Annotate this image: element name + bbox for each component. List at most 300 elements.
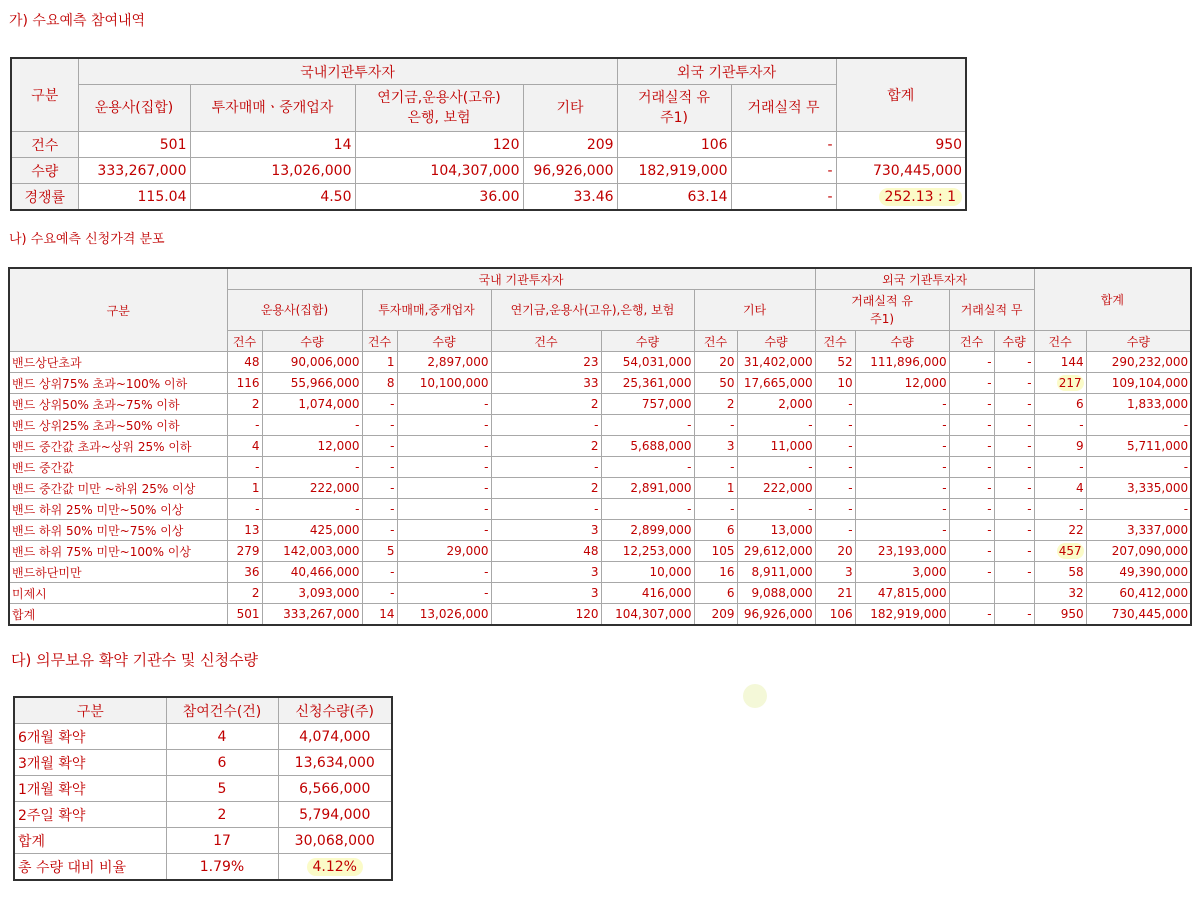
row-label: 2주일 확약 bbox=[14, 802, 166, 828]
table-cell: - bbox=[737, 499, 815, 520]
header-count: 건수 bbox=[227, 331, 262, 352]
table-row bbox=[9, 394, 1191, 415]
table-cell: - bbox=[949, 562, 994, 583]
highlight-dot bbox=[743, 684, 767, 708]
table-cell: 333,267,000 bbox=[262, 604, 362, 626]
header-sub: 기타 bbox=[523, 85, 617, 132]
table-cell: 23,193,000 bbox=[855, 541, 949, 562]
table-cell: - bbox=[855, 520, 949, 541]
table-cell: - bbox=[731, 184, 836, 211]
table-cell: - bbox=[855, 415, 949, 436]
count-cell: 17 bbox=[166, 828, 278, 854]
table-cell: - bbox=[397, 520, 491, 541]
table-cell: 40,466,000 bbox=[262, 562, 362, 583]
row-label: 밴드 하위 25% 미만~50% 이상 bbox=[9, 499, 227, 520]
table-cell: 115.04 bbox=[78, 184, 190, 211]
table-cell: - bbox=[397, 583, 491, 604]
table-cell: 1,074,000 bbox=[262, 394, 362, 415]
table-cell: 49,390,000 bbox=[1086, 562, 1191, 583]
table-cell: 48 bbox=[227, 352, 262, 373]
header-sub: 거래실적 유 주1) bbox=[617, 85, 731, 132]
row-label: 합계 bbox=[9, 604, 227, 626]
table-cell bbox=[1034, 541, 1086, 562]
table-cell: 222,000 bbox=[737, 478, 815, 499]
table-cell: 3,000 bbox=[855, 562, 949, 583]
table-cell: 3,337,000 bbox=[1086, 520, 1191, 541]
table-cell: 950 bbox=[836, 132, 966, 158]
table-cell: - bbox=[362, 562, 397, 583]
table-cell: 3,335,000 bbox=[1086, 478, 1191, 499]
table-cell: 2,891,000 bbox=[601, 478, 694, 499]
table-cell: 111,896,000 bbox=[855, 352, 949, 373]
table-cell: 12,253,000 bbox=[601, 541, 694, 562]
table-cell: - bbox=[601, 499, 694, 520]
table-cell: 50 bbox=[694, 373, 737, 394]
table-cell: - bbox=[1086, 457, 1191, 478]
row-label: 밴드 하위 50% 미만~75% 이상 bbox=[9, 520, 227, 541]
table-cell: 33 bbox=[491, 373, 601, 394]
table-cell: - bbox=[949, 478, 994, 499]
table-cell: 1 bbox=[227, 478, 262, 499]
row-label: 3개월 확약 bbox=[14, 750, 166, 776]
table-cell: 52 bbox=[815, 352, 855, 373]
table-cell: 279 bbox=[227, 541, 262, 562]
table-cell: 23 bbox=[491, 352, 601, 373]
table-cell: - bbox=[949, 373, 994, 394]
table-cell: - bbox=[362, 499, 397, 520]
table-cell: - bbox=[491, 499, 601, 520]
table-row bbox=[9, 352, 1191, 373]
table-row bbox=[9, 415, 1191, 436]
table-cell: 13,000 bbox=[737, 520, 815, 541]
table-cell: - bbox=[737, 457, 815, 478]
table-cell: - bbox=[815, 499, 855, 520]
row-label: 총 수량 대비 비율 bbox=[14, 854, 166, 881]
table-row bbox=[14, 802, 392, 828]
table-cell: 6 bbox=[694, 520, 737, 541]
table-cell: 2 bbox=[694, 394, 737, 415]
header-count: 건수 bbox=[1034, 331, 1086, 352]
table-cell: - bbox=[362, 436, 397, 457]
table-cell: 60,412,000 bbox=[1086, 583, 1191, 604]
table-cell: 425,000 bbox=[262, 520, 362, 541]
table-cell bbox=[994, 583, 1034, 604]
table-cell: - bbox=[731, 132, 836, 158]
row-label: 6개월 확약 bbox=[14, 724, 166, 750]
header-count: 참여건수(건) bbox=[166, 697, 278, 724]
table-row bbox=[9, 541, 1191, 562]
table-cell: 109,104,000 bbox=[1086, 373, 1191, 394]
table-cell: - bbox=[262, 457, 362, 478]
price-distribution-table bbox=[8, 267, 1192, 626]
table-cell: 144 bbox=[1034, 352, 1086, 373]
table-cell: 182,919,000 bbox=[855, 604, 949, 626]
table-cell: - bbox=[994, 520, 1034, 541]
table-cell: 12,000 bbox=[262, 436, 362, 457]
table-cell: 20 bbox=[815, 541, 855, 562]
table-cell: - bbox=[815, 415, 855, 436]
table-cell: - bbox=[949, 604, 994, 626]
table-cell: 54,031,000 bbox=[601, 352, 694, 373]
table-cell: - bbox=[601, 457, 694, 478]
header-domestic: 국내 기관투자자 bbox=[227, 268, 815, 290]
table-cell: - bbox=[262, 415, 362, 436]
table-cell: 104,307,000 bbox=[355, 158, 523, 184]
table-cell: - bbox=[694, 415, 737, 436]
table-row bbox=[14, 750, 392, 776]
table-row bbox=[9, 373, 1191, 394]
table-cell: - bbox=[397, 394, 491, 415]
highlighted-value: 217 bbox=[1058, 376, 1082, 390]
header-qty: 수량 bbox=[397, 331, 491, 352]
table-cell: - bbox=[397, 457, 491, 478]
table-cell: 209 bbox=[694, 604, 737, 626]
row-label: 건수 bbox=[11, 132, 78, 158]
table-row bbox=[9, 562, 1191, 583]
header-total: 합계 bbox=[836, 58, 966, 132]
table-cell: - bbox=[815, 478, 855, 499]
table-cell: 47,815,000 bbox=[855, 583, 949, 604]
table-cell: 4 bbox=[227, 436, 262, 457]
row-label: 1개월 확약 bbox=[14, 776, 166, 802]
header-count: 건수 bbox=[949, 331, 994, 352]
table-row bbox=[9, 499, 1191, 520]
table-cell: - bbox=[362, 457, 397, 478]
table-cell: 105 bbox=[694, 541, 737, 562]
table-cell bbox=[949, 583, 994, 604]
table-cell: - bbox=[855, 457, 949, 478]
header-sub: 거래실적 유 주1) bbox=[815, 290, 949, 331]
table-row bbox=[9, 478, 1191, 499]
row-label: 수량 bbox=[11, 158, 78, 184]
count-cell: 4 bbox=[166, 724, 278, 750]
table-row bbox=[11, 184, 966, 211]
count-cell: 2 bbox=[166, 802, 278, 828]
row-label: 합계 bbox=[14, 828, 166, 854]
table-cell: 9 bbox=[1034, 436, 1086, 457]
table-cell: - bbox=[1086, 499, 1191, 520]
row-label: 밴드 하위 75% 미만~100% 이상 bbox=[9, 541, 227, 562]
table-row bbox=[14, 854, 392, 881]
row-label: 밴드하단미만 bbox=[9, 562, 227, 583]
header-count: 건수 bbox=[362, 331, 397, 352]
table-cell: 3 bbox=[815, 562, 855, 583]
row-label: 밴드 상위75% 초과~100% 이하 bbox=[9, 373, 227, 394]
table-cell: 16 bbox=[694, 562, 737, 583]
table-row bbox=[14, 776, 392, 802]
table-cell: 6 bbox=[694, 583, 737, 604]
table-cell: - bbox=[694, 457, 737, 478]
table-cell: 106 bbox=[815, 604, 855, 626]
table-cell: 20 bbox=[694, 352, 737, 373]
table-cell: 120 bbox=[355, 132, 523, 158]
demand-participation-table bbox=[10, 57, 967, 211]
row-label: 밴드 중간값 초과~상위 25% 이하 bbox=[9, 436, 227, 457]
table-cell: - bbox=[994, 457, 1034, 478]
section-c-title: 다) 의무보유 확약 기관수 및 신청수량 bbox=[11, 651, 259, 669]
table-cell: - bbox=[815, 457, 855, 478]
table-cell: 11,000 bbox=[737, 436, 815, 457]
table-cell: 104,307,000 bbox=[601, 604, 694, 626]
table-cell: - bbox=[362, 394, 397, 415]
table-cell: - bbox=[737, 415, 815, 436]
table-cell: - bbox=[362, 520, 397, 541]
qty-cell: 5,794,000 bbox=[278, 802, 392, 828]
table-cell: - bbox=[855, 394, 949, 415]
table-cell: 1 bbox=[362, 352, 397, 373]
table-cell: 29,000 bbox=[397, 541, 491, 562]
table-cell: - bbox=[362, 415, 397, 436]
table-cell: 730,445,000 bbox=[836, 158, 966, 184]
header-qty: 수량 bbox=[262, 331, 362, 352]
table-cell: - bbox=[362, 583, 397, 604]
table-cell: 209 bbox=[523, 132, 617, 158]
table-cell: - bbox=[601, 415, 694, 436]
table-row bbox=[9, 436, 1191, 457]
row-label: 밴드 중간값 미만 ~하위 25% 이상 bbox=[9, 478, 227, 499]
table-cell: 142,003,000 bbox=[262, 541, 362, 562]
table-cell: - bbox=[815, 436, 855, 457]
qty-cell: 6,566,000 bbox=[278, 776, 392, 802]
table-cell: 2,897,000 bbox=[397, 352, 491, 373]
table-cell: 9,088,000 bbox=[737, 583, 815, 604]
table-cell: 120 bbox=[491, 604, 601, 626]
table-cell: - bbox=[855, 478, 949, 499]
table-cell: 4.50 bbox=[190, 184, 355, 211]
table-row bbox=[9, 583, 1191, 604]
table-cell: 2 bbox=[491, 436, 601, 457]
table-cell: 2 bbox=[227, 583, 262, 604]
table-cell: - bbox=[397, 562, 491, 583]
table-cell: - bbox=[855, 436, 949, 457]
table-cell: 48 bbox=[491, 541, 601, 562]
header-foreign: 외국 기관투자자 bbox=[617, 58, 836, 85]
header-qty: 수량 bbox=[994, 331, 1034, 352]
table-cell: - bbox=[227, 499, 262, 520]
table-cell: 182,919,000 bbox=[617, 158, 731, 184]
table-cell: - bbox=[994, 562, 1034, 583]
table-cell: - bbox=[1086, 415, 1191, 436]
table-cell: 17,665,000 bbox=[737, 373, 815, 394]
header-qty: 수량 bbox=[737, 331, 815, 352]
table-cell: - bbox=[994, 478, 1034, 499]
row-label: 경쟁률 bbox=[11, 184, 78, 211]
header-sub: 투자매매ㆍ중개업자 bbox=[190, 85, 355, 132]
table-cell: - bbox=[362, 478, 397, 499]
table-cell: - bbox=[1034, 415, 1086, 436]
table-cell: 22 bbox=[1034, 520, 1086, 541]
table-cell: 8,911,000 bbox=[737, 562, 815, 583]
competition-ratio: 252.13 : 1 bbox=[879, 188, 963, 206]
table-row bbox=[11, 158, 966, 184]
header-count: 건수 bbox=[491, 331, 601, 352]
table-cell: - bbox=[949, 415, 994, 436]
table-cell: - bbox=[262, 499, 362, 520]
table-cell: - bbox=[397, 436, 491, 457]
table-cell: 3 bbox=[491, 562, 601, 583]
table-cell: 1,833,000 bbox=[1086, 394, 1191, 415]
qty-cell: 13,634,000 bbox=[278, 750, 392, 776]
table-cell: - bbox=[949, 394, 994, 415]
table-cell: - bbox=[994, 352, 1034, 373]
table-cell: 2 bbox=[227, 394, 262, 415]
table-cell: 116 bbox=[227, 373, 262, 394]
table-cell: 36.00 bbox=[355, 184, 523, 211]
table-cell: - bbox=[694, 499, 737, 520]
table-cell: - bbox=[949, 541, 994, 562]
table-cell: - bbox=[949, 520, 994, 541]
header-qty: 수량 bbox=[1086, 331, 1191, 352]
table-cell: 5,688,000 bbox=[601, 436, 694, 457]
table-row bbox=[9, 520, 1191, 541]
table-cell: - bbox=[994, 499, 1034, 520]
ratio-value: 4.12% bbox=[307, 858, 363, 876]
table-cell: 3,093,000 bbox=[262, 583, 362, 604]
header-foreign: 외국 기관투자자 bbox=[815, 268, 1034, 290]
header-domestic: 국내기관투자자 bbox=[78, 58, 617, 85]
table-cell: 8 bbox=[362, 373, 397, 394]
table-cell: 32 bbox=[1034, 583, 1086, 604]
header-qty: 수량 bbox=[855, 331, 949, 352]
header-sub: 연기금,운용사(고유) 은행, 보험 bbox=[355, 85, 523, 132]
count-cell: 5 bbox=[166, 776, 278, 802]
row-label: 밴드상단초과 bbox=[9, 352, 227, 373]
table-cell: 2 bbox=[491, 478, 601, 499]
table-cell: - bbox=[994, 604, 1034, 626]
table-cell: 222,000 bbox=[262, 478, 362, 499]
table-row bbox=[9, 604, 1191, 626]
table-cell: - bbox=[227, 415, 262, 436]
table-cell: - bbox=[949, 457, 994, 478]
table-cell: 501 bbox=[227, 604, 262, 626]
table-row bbox=[9, 457, 1191, 478]
table-cell: - bbox=[491, 457, 601, 478]
table-cell: - bbox=[949, 499, 994, 520]
table-cell: - bbox=[994, 394, 1034, 415]
header-sub: 운용사(집합) bbox=[78, 85, 190, 132]
table-row bbox=[11, 132, 966, 158]
row-label: 미제시 bbox=[9, 583, 227, 604]
table-cell: 106 bbox=[617, 132, 731, 158]
table-cell: 2,899,000 bbox=[601, 520, 694, 541]
table-cell: 36 bbox=[227, 562, 262, 583]
header-qty: 신청수량(주) bbox=[278, 697, 392, 724]
table-cell: 58 bbox=[1034, 562, 1086, 583]
table-cell: 13,026,000 bbox=[397, 604, 491, 626]
table-cell: 4 bbox=[1034, 478, 1086, 499]
header-sub: 거래실적 무 bbox=[949, 290, 1034, 331]
table-cell: 2,000 bbox=[737, 394, 815, 415]
header-count: 건수 bbox=[694, 331, 737, 352]
table-cell: - bbox=[855, 499, 949, 520]
header-sub: 연기금,운용사(고유),은행, 보험 bbox=[491, 290, 694, 331]
row-label: 밴드 상위25% 초과~50% 이하 bbox=[9, 415, 227, 436]
header-gubun: 구분 bbox=[9, 268, 227, 352]
table-cell: 63.14 bbox=[617, 184, 731, 211]
table-cell: 13,026,000 bbox=[190, 158, 355, 184]
table-cell: 333,267,000 bbox=[78, 158, 190, 184]
table-cell: 25,361,000 bbox=[601, 373, 694, 394]
count-cell: 6 bbox=[166, 750, 278, 776]
table-cell: 3 bbox=[491, 583, 601, 604]
header-sub: 거래실적 무 bbox=[731, 85, 836, 132]
table-cell: 14 bbox=[190, 132, 355, 158]
table-cell: - bbox=[491, 415, 601, 436]
table-cell: 3 bbox=[491, 520, 601, 541]
table-cell: - bbox=[397, 478, 491, 499]
qty-cell: 4,074,000 bbox=[278, 724, 392, 750]
lockup-commitment-table bbox=[13, 696, 393, 881]
table-cell: - bbox=[397, 415, 491, 436]
table-cell: 416,000 bbox=[601, 583, 694, 604]
table-cell: 14 bbox=[362, 604, 397, 626]
section-b-title: 나) 수요예측 신청가격 분포 bbox=[9, 232, 165, 247]
table-cell: - bbox=[1034, 457, 1086, 478]
table-cell: 10 bbox=[815, 373, 855, 394]
table-row bbox=[14, 828, 392, 854]
table-cell: 1 bbox=[694, 478, 737, 499]
table-cell: 55,966,000 bbox=[262, 373, 362, 394]
qty-cell: 30,068,000 bbox=[278, 828, 392, 854]
table-cell: - bbox=[994, 436, 1034, 457]
table-cell: - bbox=[949, 352, 994, 373]
table-cell: - bbox=[949, 436, 994, 457]
table-cell: - bbox=[815, 520, 855, 541]
table-cell: 29,612,000 bbox=[737, 541, 815, 562]
header-sub: 투자매매,중개업자 bbox=[362, 290, 491, 331]
table-cell: 10,100,000 bbox=[397, 373, 491, 394]
table-row bbox=[14, 724, 392, 750]
table-cell: - bbox=[994, 373, 1034, 394]
header-gubun: 구분 bbox=[11, 58, 78, 132]
highlighted-value: 457 bbox=[1058, 544, 1082, 558]
header-count: 건수 bbox=[815, 331, 855, 352]
table-cell: 207,090,000 bbox=[1086, 541, 1191, 562]
table-cell: 3 bbox=[694, 436, 737, 457]
table-cell: 31,402,000 bbox=[737, 352, 815, 373]
header-sub: 운용사(집합) bbox=[227, 290, 362, 331]
table-cell: 2 bbox=[491, 394, 601, 415]
header-sub: 기타 bbox=[694, 290, 815, 331]
header-total: 합계 bbox=[1034, 268, 1191, 331]
table-cell: 757,000 bbox=[601, 394, 694, 415]
table-cell: - bbox=[227, 457, 262, 478]
table-cell: 13 bbox=[227, 520, 262, 541]
row-label: 밴드 중간값 bbox=[9, 457, 227, 478]
table-cell: 5,711,000 bbox=[1086, 436, 1191, 457]
table-cell: 33.46 bbox=[523, 184, 617, 211]
table-cell: 730,445,000 bbox=[1086, 604, 1191, 626]
table-cell: 12,000 bbox=[855, 373, 949, 394]
count-cell: 1.79% bbox=[166, 854, 278, 881]
table-cell: - bbox=[1034, 499, 1086, 520]
table-cell: 501 bbox=[78, 132, 190, 158]
row-label: 밴드 상위50% 초과~75% 이하 bbox=[9, 394, 227, 415]
table-cell: 21 bbox=[815, 583, 855, 604]
table-cell: 96,926,000 bbox=[737, 604, 815, 626]
table-cell bbox=[836, 184, 966, 211]
table-cell: - bbox=[994, 541, 1034, 562]
table-cell: 96,926,000 bbox=[523, 158, 617, 184]
header-qty: 수량 bbox=[601, 331, 694, 352]
table-cell: 6 bbox=[1034, 394, 1086, 415]
table-cell: - bbox=[994, 415, 1034, 436]
table-cell: - bbox=[397, 499, 491, 520]
table-cell: 5 bbox=[362, 541, 397, 562]
table-cell: 90,006,000 bbox=[262, 352, 362, 373]
table-cell: - bbox=[731, 158, 836, 184]
header-gubun: 구분 bbox=[14, 697, 166, 724]
